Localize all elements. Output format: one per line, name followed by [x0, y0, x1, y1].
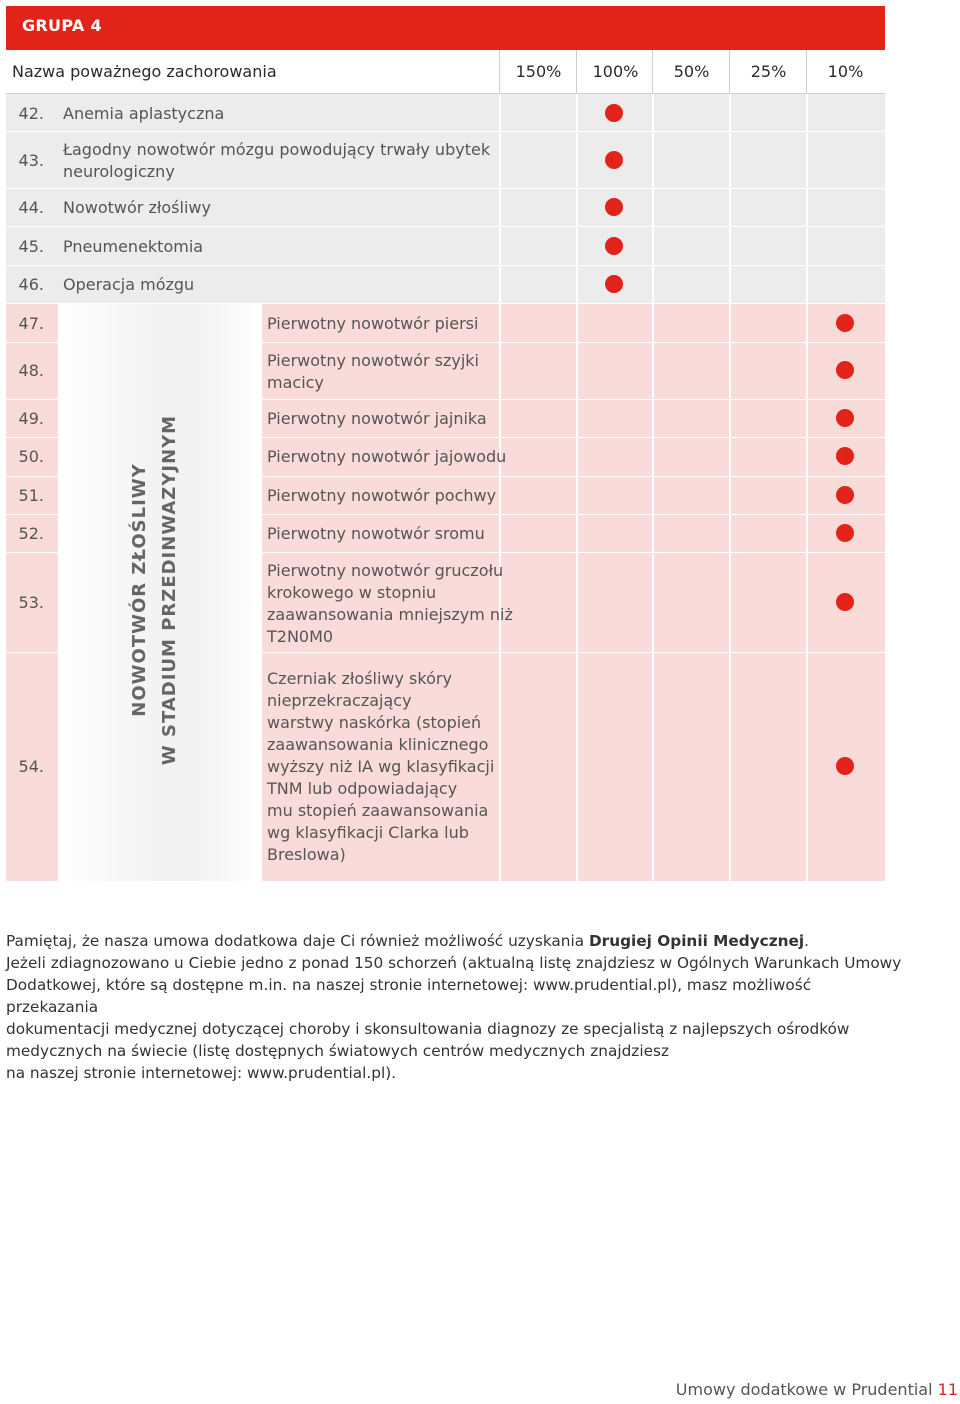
row-number: 54. — [18, 757, 44, 776]
disease-name: Pierwotny nowotwór piersi — [267, 314, 479, 333]
payout-dot — [605, 151, 623, 169]
payout-dot — [836, 524, 854, 542]
column-divider — [652, 94, 654, 881]
column-header-150: 150% — [515, 62, 562, 81]
row-number: 53. — [18, 593, 44, 612]
column-divider — [729, 94, 731, 881]
disease-name: Pierwotny nowotwór szyjki macicy — [267, 351, 479, 392]
column-header-name: Nazwa poważnego zachorowania — [12, 62, 277, 81]
footer-label: Umowy dodatkowe w Prudential — [675, 1380, 933, 1399]
row-number: 47. — [18, 314, 44, 333]
row-number: 51. — [18, 486, 44, 505]
column-divider — [576, 94, 578, 881]
disease-name: Pierwotny nowotwór jajnika — [267, 409, 487, 428]
disease-name: Pierwotny nowotwór pochwy — [267, 486, 497, 505]
disease-name: Operacja mózgu — [63, 275, 195, 294]
column-header-50: 50% — [673, 62, 710, 81]
payout-dot — [836, 447, 854, 465]
disease-name: Nowotwór złośliwy — [63, 198, 211, 217]
group-title: GRUPA 4 — [22, 16, 102, 35]
row-number: 46. — [18, 275, 44, 294]
column-divider — [499, 94, 501, 881]
row-number: 48. — [18, 361, 44, 380]
payout-dot — [836, 486, 854, 504]
payout-dot — [605, 198, 623, 216]
column-divider — [806, 94, 808, 881]
disease-name: Pneumenektomia — [63, 237, 204, 256]
payout-dot — [836, 593, 854, 611]
second-opinion-note: Pamiętaj, że nasza umowa dodatkowa daje Ci również możliwość uzyskania Drugiej Opinii Medycznej. Jeżeli zdiagnozowano u Ciebie jedno z ponad 150 schorzeń (aktualną listę znajdziesz w Ogólnych Warunkach Umowy Dodatkowej, które są dostępne m.in. na naszej stronie internetowej: www.prudential.pl), masz możliwość przekazania dokumentacji medycznej dotyczącej choroby i skonsultowania diagnozy ze specjalistą z najlepszych ośrodków medycznych na świecie (listę dostępnych światowych centrów medycznych znajdziesz na naszej stronie internetowej: www.prudential.pl). — [6, 932, 902, 1082]
disease-name: Pierwotny nowotwór gruczołu krokowego w stopniu zaawansowania mniejszym niż T2N0M0 — [267, 561, 513, 646]
page-footer — [676, 1380, 958, 1399]
group-banner — [6, 6, 885, 50]
row-number: 49. — [18, 409, 44, 428]
disease-name: Czerniak złośliwy skóry nieprzekraczający warstwy naskórka (stopień zaawansowania klinicznego wyższy niż IA wg klasyfikacji TNM lub odpowiadający mu stopień zaawansowania wg klasyfikacji Clarka lub Breslowa) — [267, 669, 495, 864]
column-header-10: 10% — [827, 62, 864, 81]
row-number: 52. — [18, 524, 44, 543]
row-number: 45. — [18, 237, 44, 256]
disease-name: Pierwotny nowotwór sromu — [267, 524, 485, 543]
row-number: 50. — [18, 447, 44, 466]
payout-dot — [836, 314, 854, 332]
page-number: 11 — [937, 1380, 958, 1399]
row-number: 42. — [18, 104, 44, 123]
payout-dot — [605, 237, 623, 255]
payout-dot — [836, 757, 854, 775]
payout-dot — [836, 361, 854, 379]
row-number: 44. — [18, 198, 44, 217]
payout-dot — [605, 104, 623, 122]
disease-name: Pierwotny nowotwór jajowodu — [267, 447, 507, 466]
disease-name: Łagodny nowotwór mózgu powodujący trwały ubytek neurologiczny — [63, 140, 491, 181]
payout-dot — [836, 409, 854, 427]
column-header-100: 100% — [592, 62, 639, 81]
column-header-25: 25% — [750, 62, 787, 81]
category-label: NOWOTWÓR ZŁOŚLIWY W STADIUM PRZEDINWAZYJNYM — [129, 414, 180, 766]
row-number: 43. — [18, 151, 44, 170]
disease-name: Anemia aplastyczna — [63, 104, 225, 123]
payout-dot — [605, 275, 623, 293]
